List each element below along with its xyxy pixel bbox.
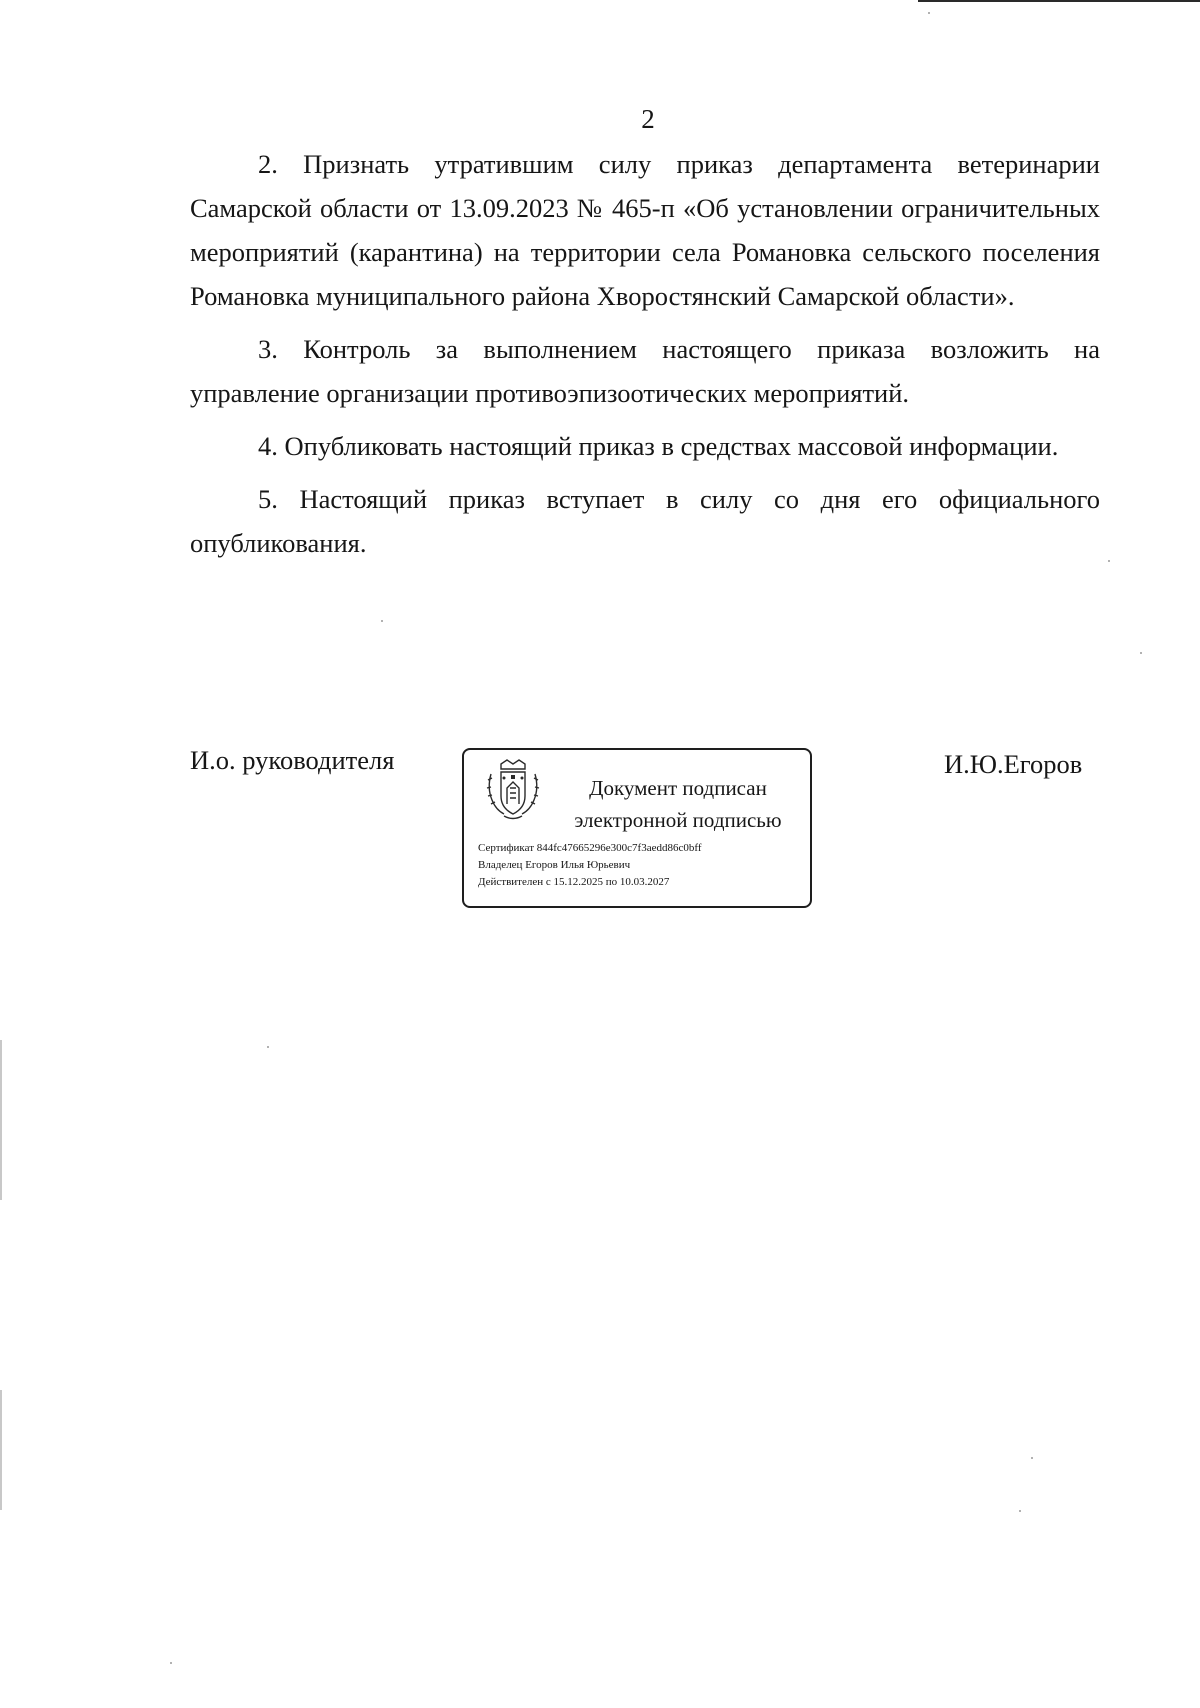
top-edge-rule — [918, 0, 1200, 2]
stamp-title-line-2: электронной подписью — [574, 808, 782, 832]
samara-coat-of-arms-icon — [482, 758, 544, 822]
stamp-certificate: Сертификат 844fc47665296e300c7f3aedd86c0bff — [478, 842, 702, 854]
scan-speck — [267, 1046, 269, 1048]
stamp-details — [478, 840, 808, 891]
scan-edge-mark — [0, 1040, 2, 1200]
scan-speck — [1031, 1457, 1033, 1459]
e-signature-stamp — [462, 748, 812, 908]
page-number: 2 — [641, 104, 655, 134]
scan-speck — [170, 1662, 172, 1664]
scan-speck — [1140, 652, 1142, 654]
stamp-title — [552, 772, 804, 836]
scan-edge-mark — [0, 1390, 2, 1510]
scan-speck — [928, 12, 930, 14]
signer-role: И.о. руководителя — [190, 745, 395, 775]
order-body — [190, 142, 1100, 574]
scan-speck — [1019, 1510, 1021, 1512]
clause-5: 5. Настоящий приказ вступает в силу со дня его официального опубликования. — [190, 484, 1100, 558]
stamp-validity: Действителен с 15.12.2025 по 10.03.2027 — [478, 876, 670, 888]
clause-4: 4. Опубликовать настоящий приказ в средствах массовой информации. — [258, 431, 1059, 461]
scan-speck — [381, 620, 383, 622]
scan-speck — [1108, 560, 1110, 562]
stamp-title-line-1: Документ подписан — [589, 776, 767, 800]
signer-name: И.Ю.Егоров — [944, 749, 1083, 779]
stamp-owner: Владелец Егоров Илья Юрьевич — [478, 859, 631, 871]
clause-2: 2. Признать утратившим силу приказ департамента ветеринарии Самарской области от 13.09.2023 № 465-п «Об установлении ограничительных мероприятий (карантина) на территории села Романовка сельского поселения Романовка муниципального района Хворостянский Самарской области». — [190, 149, 1100, 311]
clause-3: 3. Контроль за выполнением настоящего приказа возложить на управление организации противоэпизоотических мероприятий. — [190, 334, 1100, 408]
